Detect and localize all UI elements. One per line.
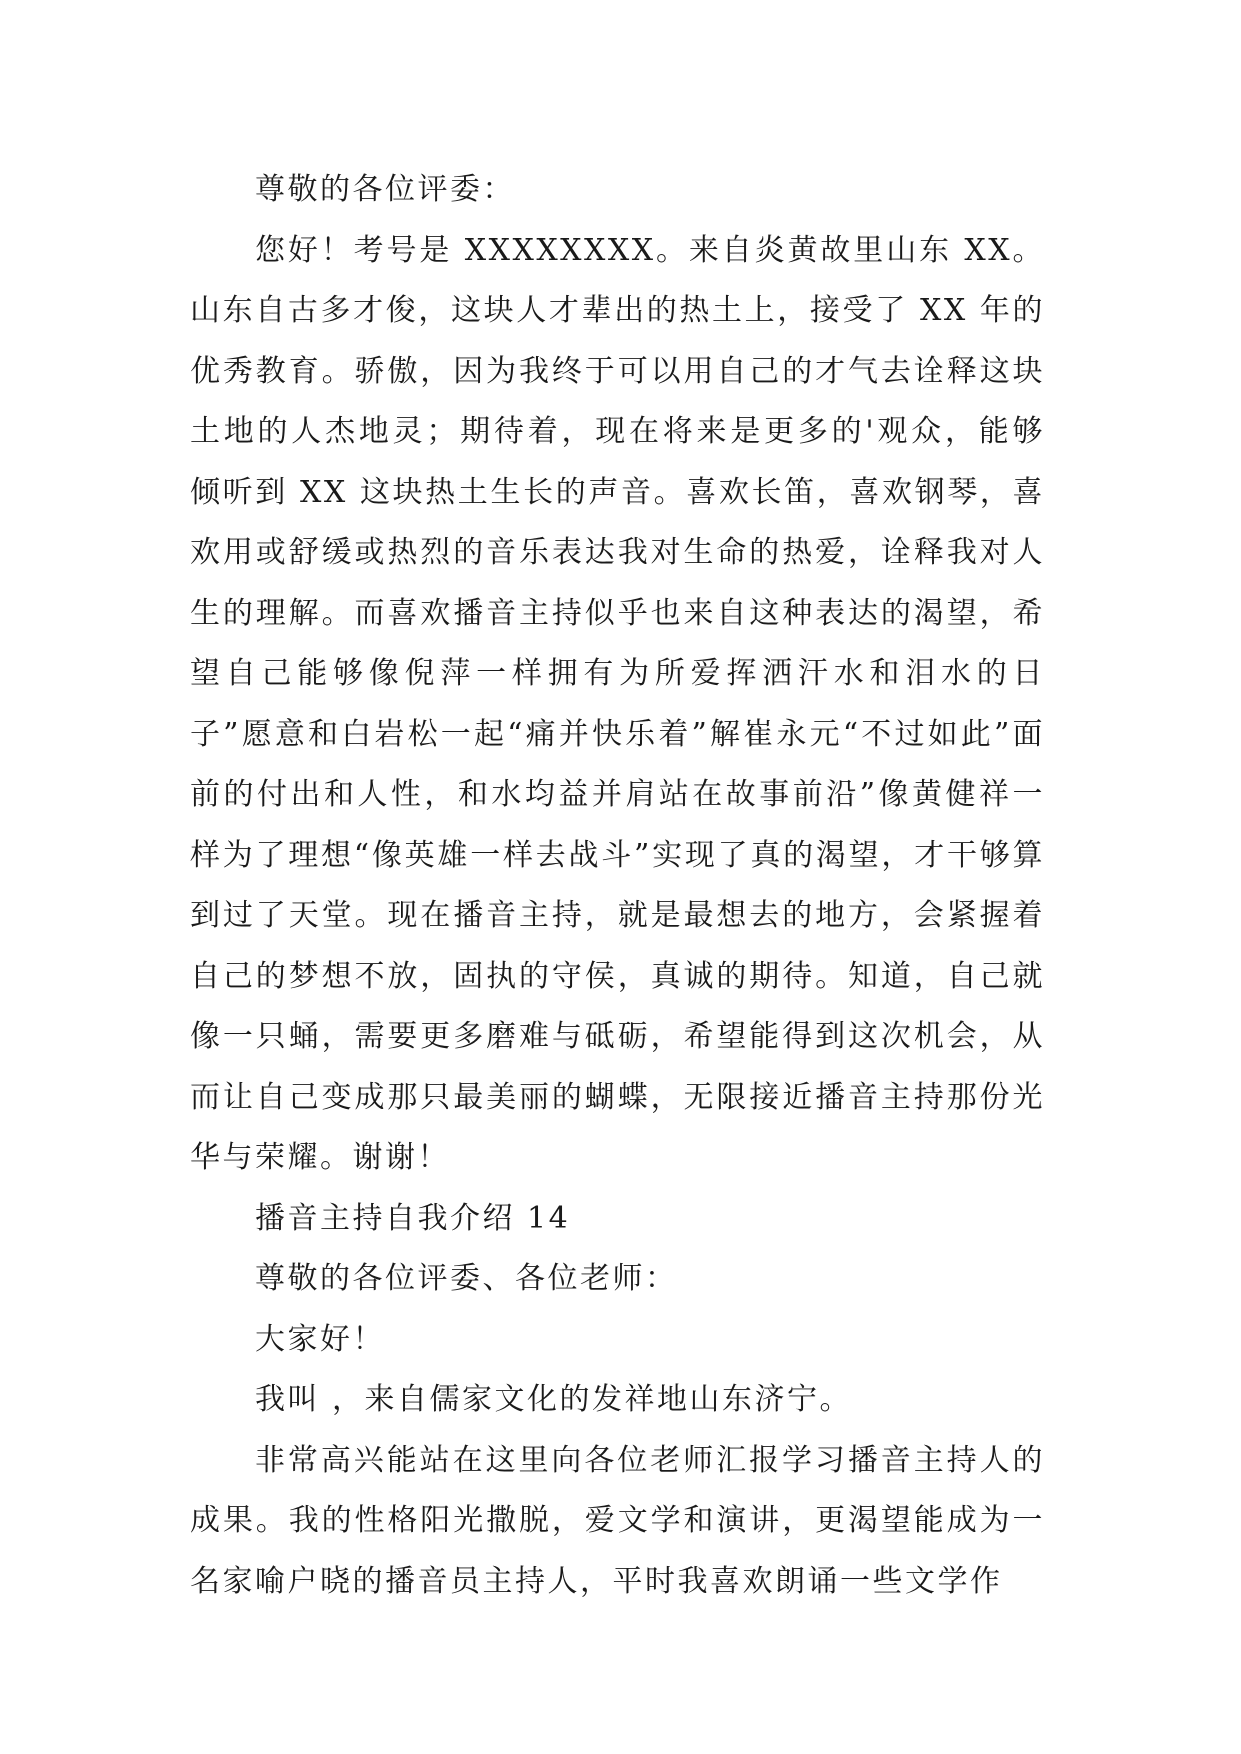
section-title: 播音主持自我介绍 14	[255, 1200, 571, 1236]
greeting-line: 尊敬的各位评委：	[255, 172, 515, 207]
body-paragraph: 非常高兴能站在这里向各位老师汇报学习播音主持人的成果。我的性格阳光撒脱，爱文学和演讲，更渴望能成为一名家喻户晓的播音员主持人，平时我喜欢朗诵一些文学作	[190, 1442, 1045, 1599]
body-paragraph: 您好！考号是 XXXXXXXX。来自炎黄故里山东 XX。山东自古多才俊，这块人才辈出的热土上，接受了 XX 年的优秀教育。骄傲，因为我终于可以用自己的才气去诠释这块土地的人杰地灵；期待着，现在将来是更多的'观众，能够倾听到 XX 这块热土生长的声音。喜欢长笛，喜欢钢琴，喜欢用或舒缓或热烈的音乐表达我对生命的热爱，诠释我对人生的理解。而喜欢播音主持似乎也来自这种表达的渴望，希望自己能够像倪萍一样拥有为所爱挥洒汗水和泪水的日子”愿意和白岩松一起“痛并快乐着”解崔永元“不过如此”面前的付出和人性，和水均益并肩站在故事前沿”像黄健祥一样为了理想“像英雄一样去战斗”实现了真的渴望，才干够算到过了天堂。现在播音主持，就是最想去的地方，会紧握着自己的梦想不放，固执的守侯，真诚的期待。知道，自己就像一只蛹，需要更多磨难与砥砺，希望能得到这次机会，从而让自己变成那只最美丽的蝴蝶，无限接近播音主持那份光华与荣耀。谢谢！	[190, 232, 1045, 1175]
greeting-line: 尊敬的各位评委、各位老师：	[255, 1261, 678, 1296]
intro-line: 我叫 ，来自儒家文化的发祥地山东济宁。	[255, 1382, 853, 1417]
document-body	[190, 160, 1045, 1612]
salutation-line: 大家好！	[255, 1321, 385, 1357]
